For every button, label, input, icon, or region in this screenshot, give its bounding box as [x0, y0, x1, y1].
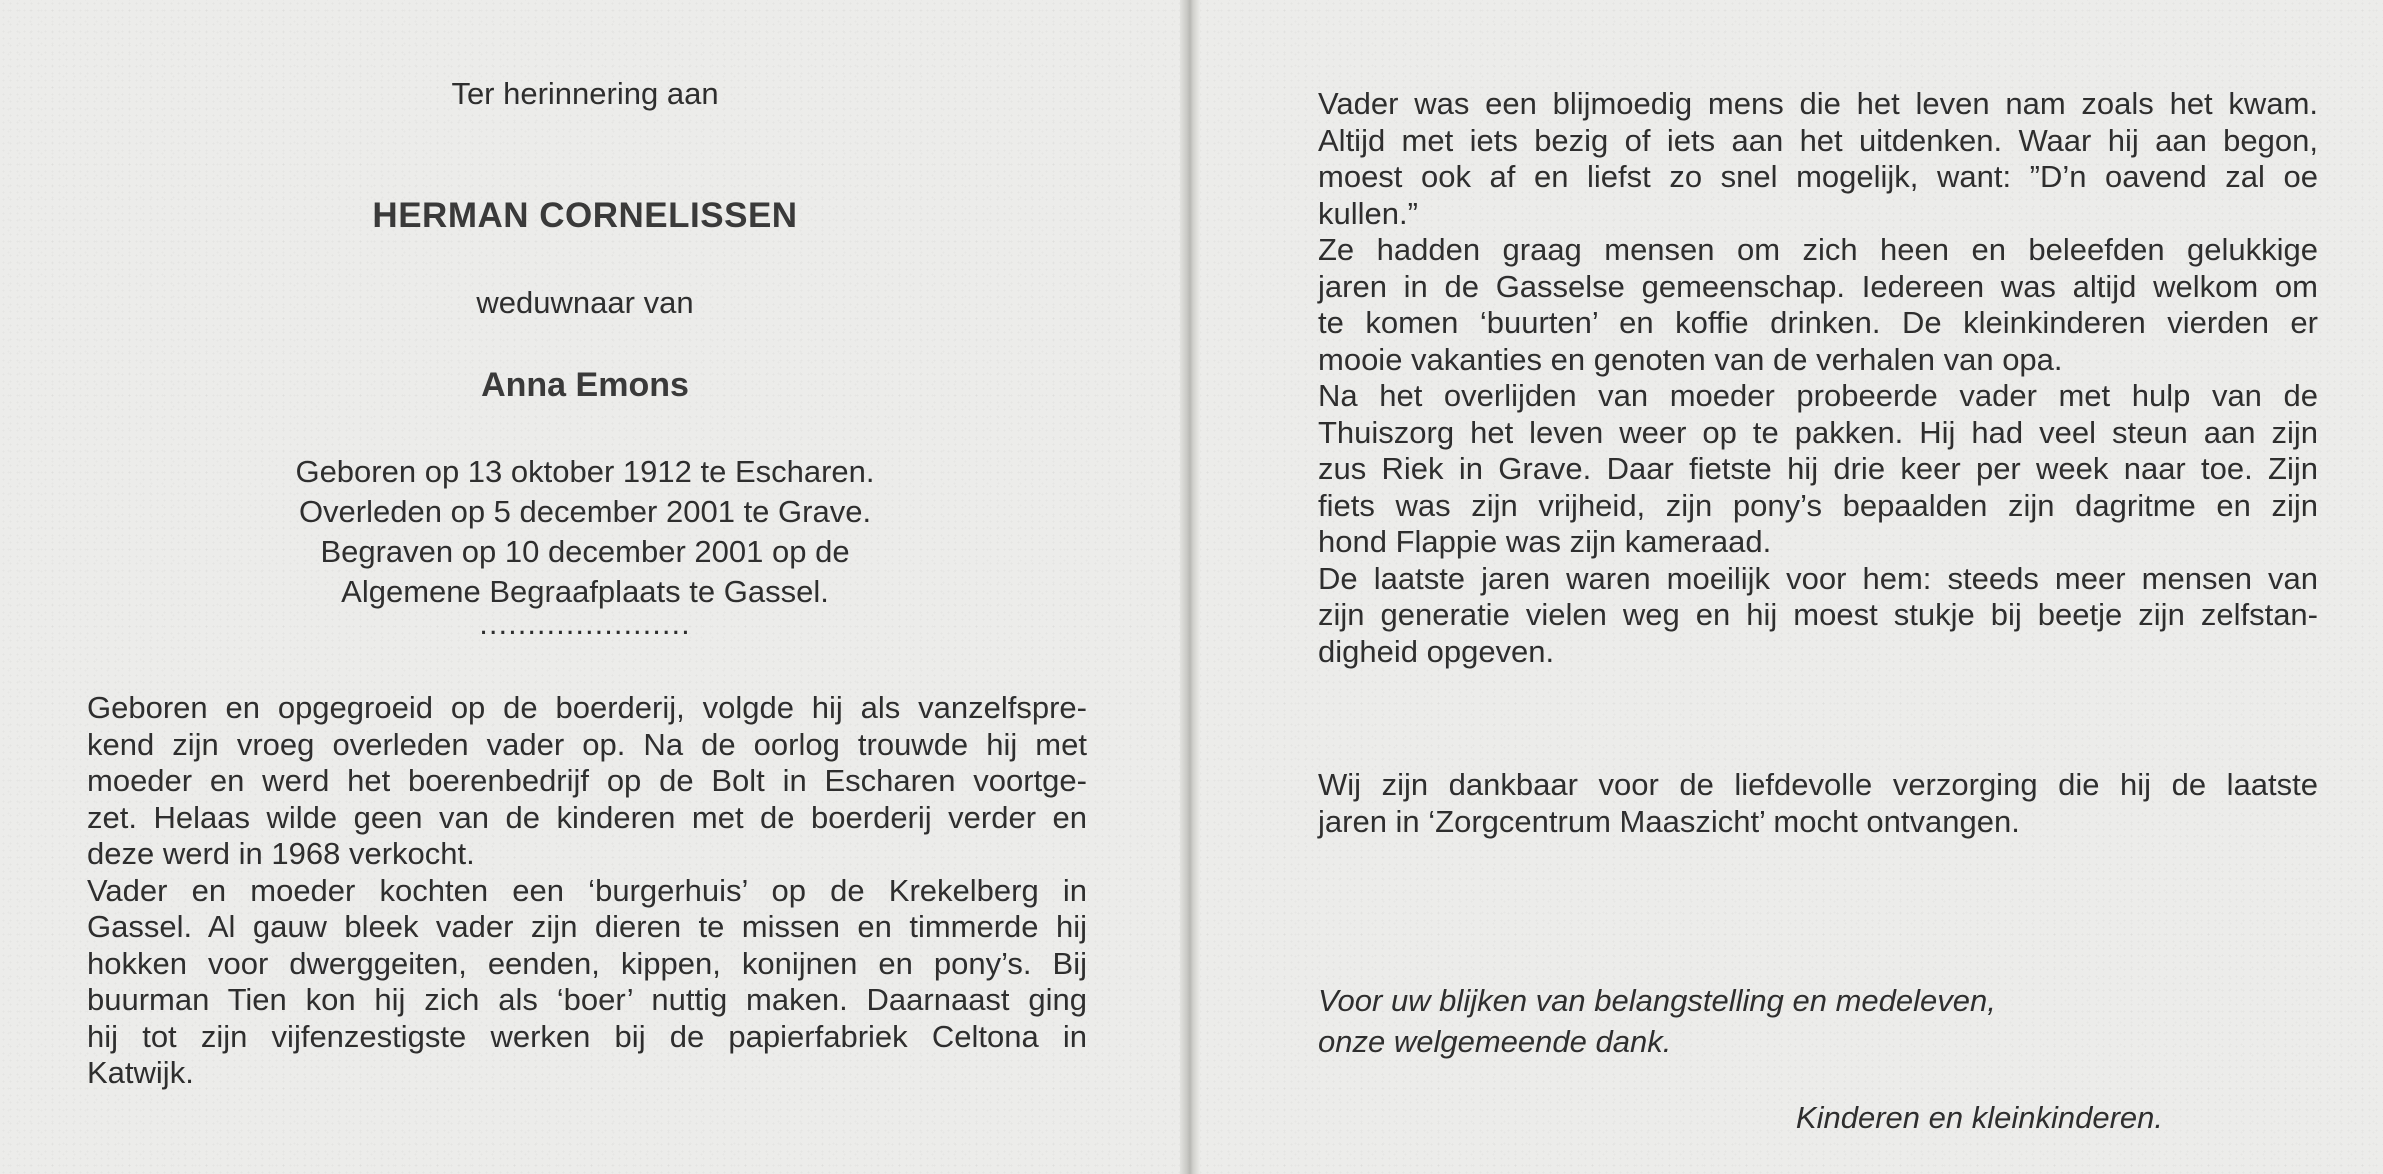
bio-line: zet. Helaas wilde geen van de kinderen met de boerderij verder en: [87, 799, 1087, 835]
bio-line: Geboren en opgegroeid op de boerderij, volgde hij als vanzelfspre-: [87, 690, 1087, 725]
birth-line: Geboren op 13 oktober 1912 te Escharen.: [295, 454, 875, 489]
bio-line: fiets was zijn vrijheid, zijn pony’s bepaalden zijn dagritme en zijn: [1318, 487, 2318, 523]
intro-text: Ter herinnering aan: [451, 76, 719, 111]
right-biography: [1318, 86, 2318, 670]
card-fold: [1180, 0, 1200, 1174]
bio-line: Vader was een blijmoedig mens die het leven nam zoals het kwam.: [1318, 86, 2318, 121]
bio-line: kend zijn vroeg overleden vader op. Na de oorlog trouwde hij met: [87, 726, 1087, 762]
bio-line: buurman Tien kon hij zich als ‘boer’ nuttig maken. Daarnaast ging: [87, 982, 1087, 1017]
deceased-name: HERMAN CORNELISSEN: [372, 196, 798, 235]
signature: Kinderen en kleinkinderen.: [1795, 1100, 2163, 1135]
dotted-separator: ......................: [479, 606, 691, 641]
widower-of-text: weduwnaar van: [476, 285, 694, 320]
thanks-paragraph: [1318, 767, 2318, 840]
bio-line: De laatste jaren waren moeilijk voor hem: steeds meer mensen van: [1318, 560, 2318, 596]
life-dates: [240, 452, 930, 612]
bio-line: Gassel. Al gauw bleek vader zijn dieren te missen en timmerde hij: [87, 909, 1087, 944]
bio-line: zus Riek in Grave. Daar fietste hij drie keer per week naar toe. Zijn: [1318, 451, 2318, 486]
thanks-line: jaren in ‘Zorgcentrum Maaszicht’ mocht ontvangen.: [1318, 803, 2020, 839]
bio-line: moeder en werd het boerenbedrijf op de Bolt in Escharen voortge-: [87, 763, 1087, 798]
death-line: Overleden op 5 december 2001 te Grave.: [298, 494, 872, 529]
bio-line: Ze hadden graag mensen om zich heen en beleefden gelukkige: [1318, 232, 2318, 267]
bio-line: jaren in de Gasselse gemeenschap. Iedereen was altijd welkom om: [1318, 268, 2318, 304]
bio-line: mooie vakanties en genoten van de verhalen van opa.: [1318, 341, 2063, 377]
closing-line: onze welgemeende dank.: [1318, 1024, 1672, 1059]
bio-line: Thuiszorg het leven weer op te pakken. Hij had veel steun aan zijn: [1318, 414, 2318, 450]
bio-line: te komen ‘buurten’ en koffie drinken. De kleinkinderen vierden er: [1318, 305, 2318, 340]
bio-line: Altijd met iets bezig of iets aan het uitdenken. Waar hij aan begon,: [1318, 122, 2318, 158]
bio-line: zijn generatie vielen weg en hij moest stukje bij beetje zijn zelfstan-: [1318, 597, 2318, 632]
bio-line: deze werd in 1968 verkocht.: [87, 836, 475, 871]
closing-line: Voor uw blijken van belangstelling en medeleven,: [1318, 983, 1996, 1018]
bio-line: kullen.”: [1318, 195, 1418, 231]
left-page: [0, 0, 1180, 1174]
burial-line: Begraven op 10 december 2001 op de: [320, 534, 850, 569]
left-biography: [87, 690, 1087, 1092]
spouse-name: Anna Emons: [481, 366, 689, 404]
bio-line: hokken voor dwerggeiten, eenden, kippen, konijnen en pony’s. Bij: [87, 945, 1087, 981]
closing-words: [1318, 980, 1996, 1062]
bio-line: Vader en moeder kochten een ‘burgerhuis’ op de Krekelberg in: [87, 872, 1087, 908]
bio-line: hond Flappie was zijn kameraad.: [1318, 524, 1772, 559]
bio-line: hij tot zijn vijfenzestigste werken bij de papierfabriek Celtona in: [87, 1018, 1087, 1054]
bio-line: digheid opgeven.: [1318, 633, 1555, 669]
bio-line: Katwijk.: [87, 1055, 194, 1090]
cemetery-line: Algemene Begraafplaats te Gassel.: [341, 574, 829, 609]
bio-line: Na het overlijden van moeder probeerde vader met hulp van de: [1318, 378, 2318, 413]
thanks-line: Wij zijn dankbaar voor de liefdevolle verzorging die hij de laatste: [1318, 767, 2318, 802]
right-page: [1200, 0, 2383, 1174]
bio-line: moest ook af en liefst zo snel mogelijk, want: ”D’n oavend zal oe: [1318, 159, 2318, 194]
